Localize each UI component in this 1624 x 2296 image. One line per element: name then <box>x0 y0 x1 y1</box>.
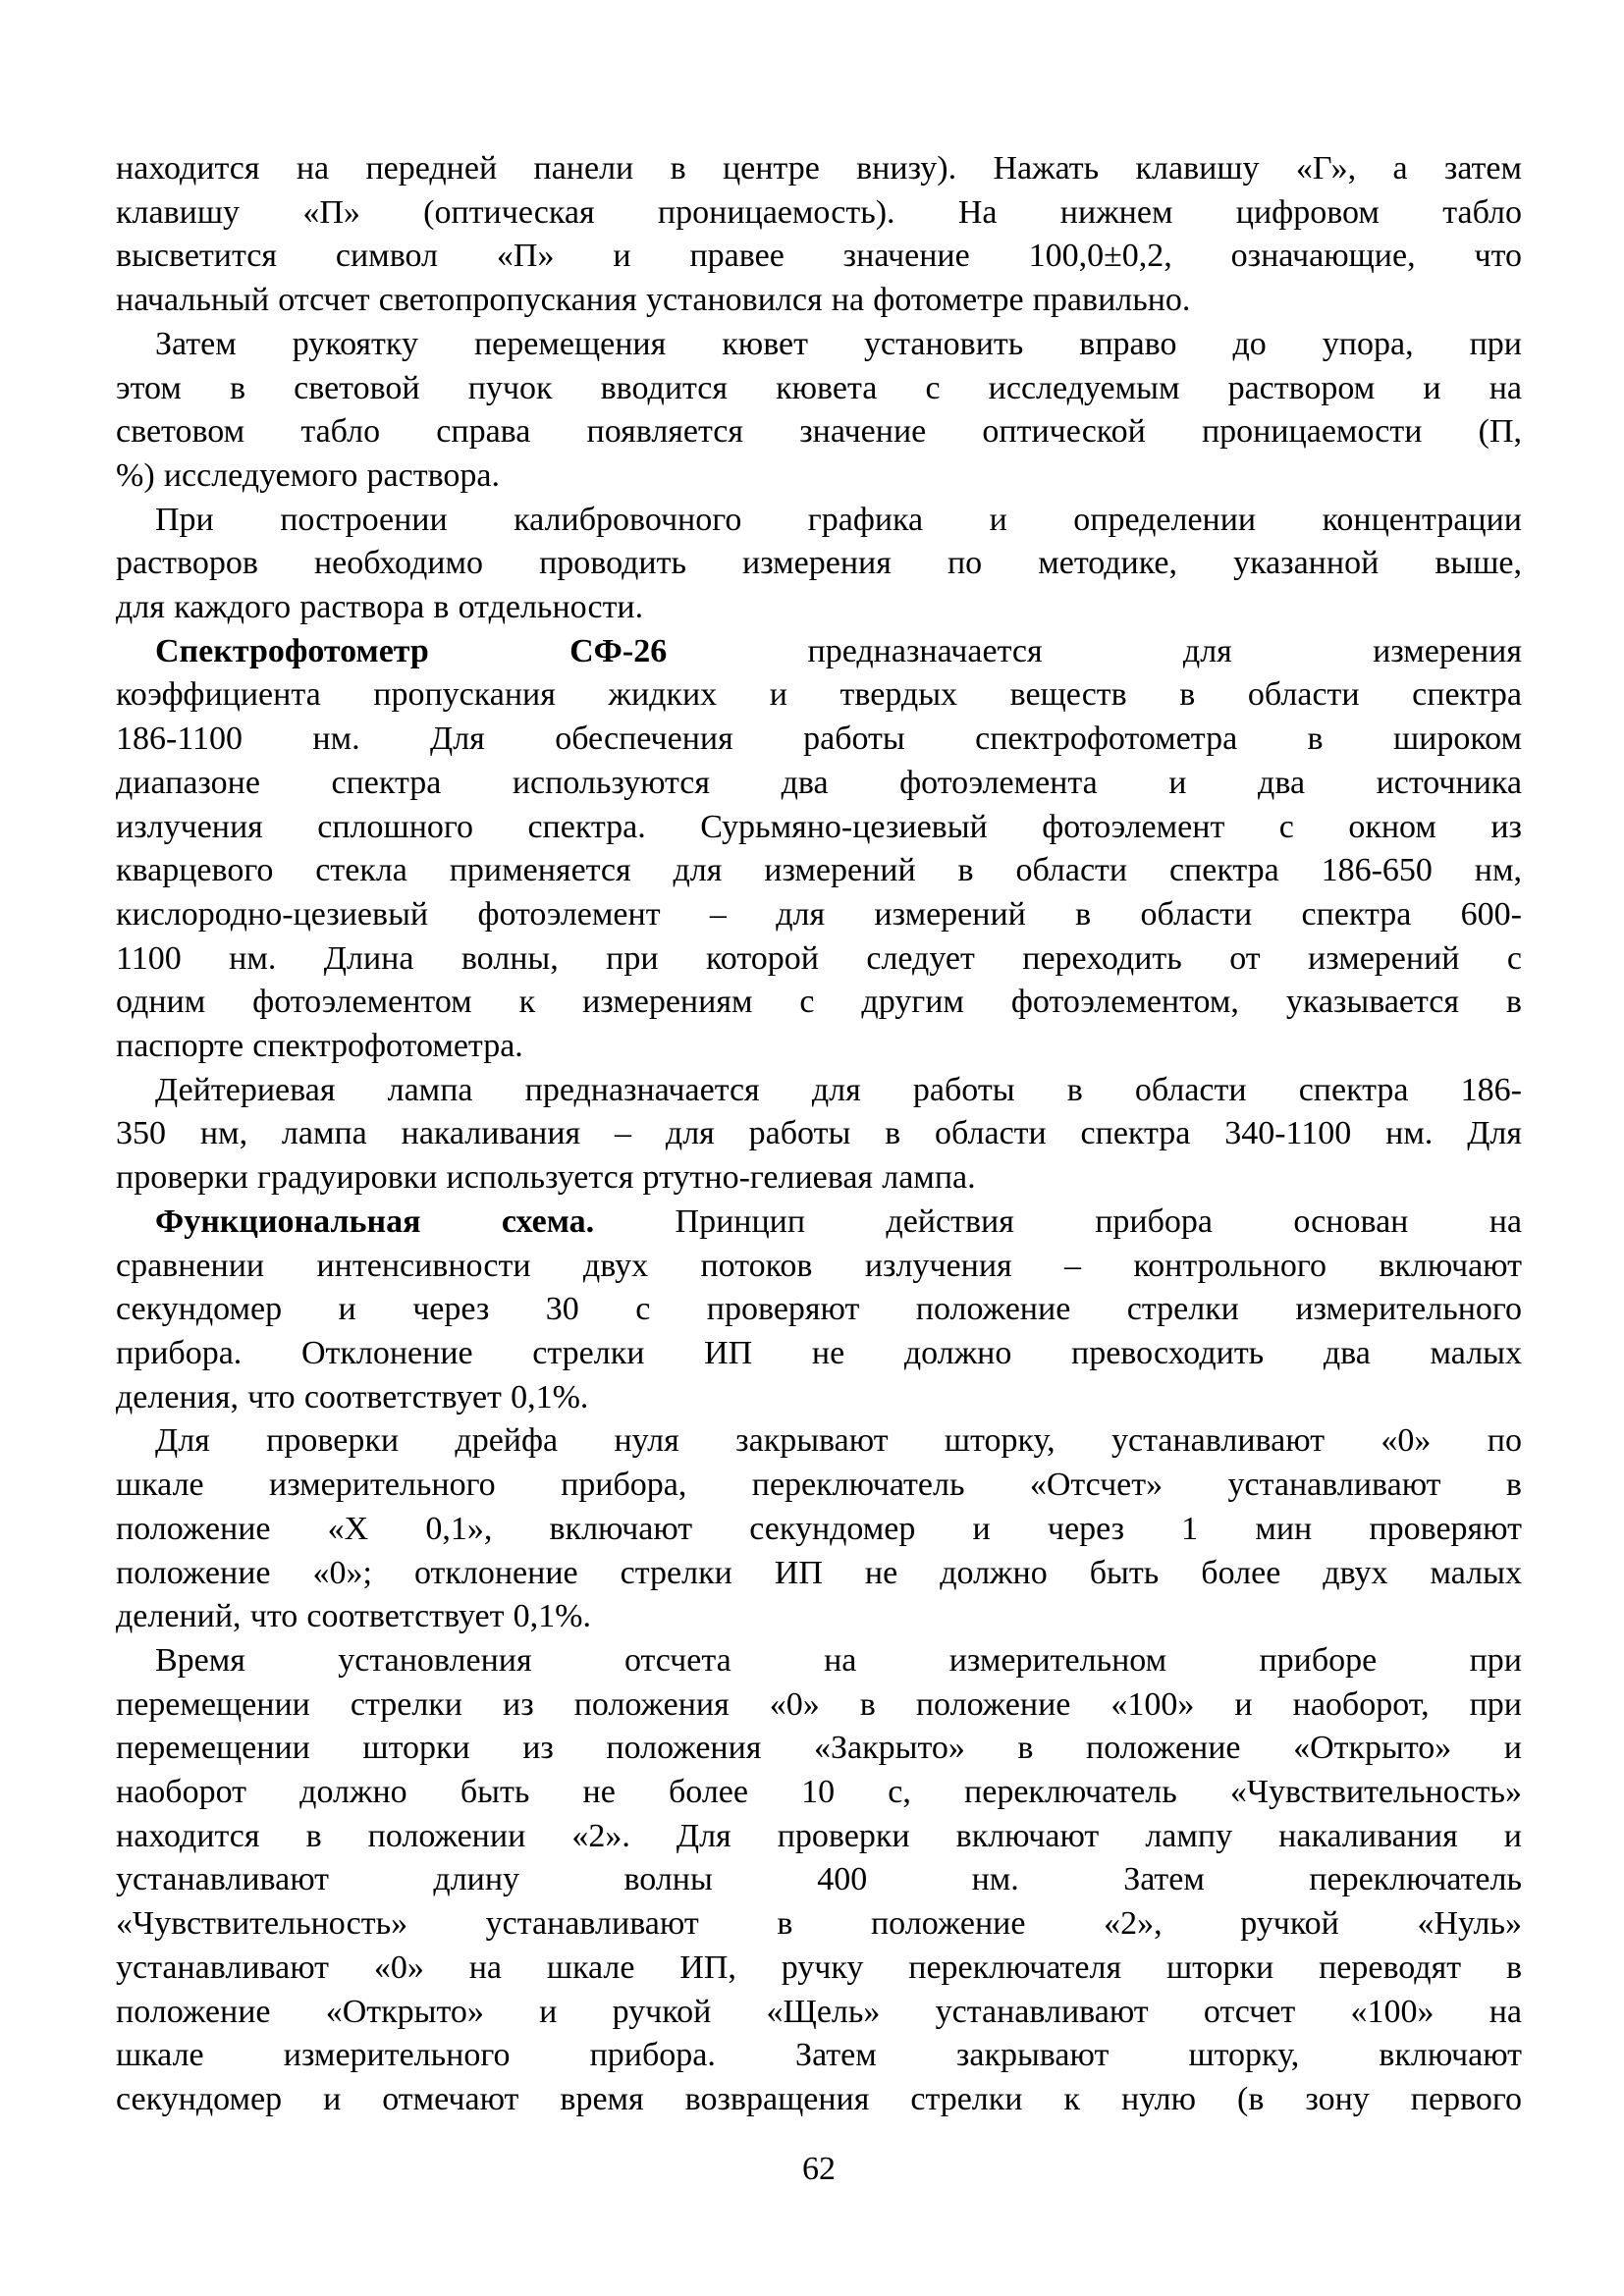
text-line: деления, что соответствует 0,1%. <box>116 1378 589 1415</box>
paragraph <box>116 147 1522 323</box>
text-line: растворов необходимо проводить измерения по методике, указанной выше, <box>116 545 1522 582</box>
text-line <box>116 1201 1522 1245</box>
text-line: находится в положении «2». Для проверки включают лампу накаливания и <box>116 1817 1522 1854</box>
text-line: этом в световой пучок вводится кювета с исследуемым раствором и на <box>116 369 1522 406</box>
text-line: прибора. Отклонение стрелки ИП не должно превосходить два малых <box>116 1334 1522 1371</box>
paragraph <box>116 499 1522 630</box>
text-line: диапазоне спектра используются два фотоэлемента и два источника <box>116 764 1522 801</box>
text-line: устанавливают длину волны 400 нм. Затем переключатель <box>116 1861 1522 1898</box>
document-text <box>116 147 1522 2122</box>
text-line: шкале измерительного прибора. Затем закрывают шторку, включают <box>116 2037 1522 2074</box>
text-line: наоборот должно быть не более 10 с, переключатель «Чувствительность» <box>116 1774 1522 1811</box>
text-line: паспорте спектрофотометра. <box>116 1028 523 1065</box>
text-line: перемещении стрелки из положения «0» в положение «100» и наоборот, при <box>116 1685 1522 1723</box>
page-number: 62 <box>802 2150 836 2187</box>
text-line: При построении калибровочного графика и определении концентрации <box>155 501 1522 538</box>
text-line: световом табло справа появляется значение оптической проницаемости (П, <box>116 413 1522 451</box>
text-segment: Принцип действия прибора основан на <box>594 1202 1523 1240</box>
text-line: 1100 нм. Длина волны, при которой следует переходить от измерений с <box>116 939 1522 977</box>
text-line: устанавливают «0» на шкале ИП, ручку переключателя шторки переводят в <box>116 1949 1522 1986</box>
text-line: сравнении интенсивности двух потоков излучения – контрольного включают <box>116 1247 1522 1284</box>
text-line: Время установления отсчета на измерительном приборе при <box>155 1641 1522 1679</box>
text-line: %) исследуемого раствора. <box>116 456 500 494</box>
text-line: «Чувствительность» устанавливают в положение «2», ручкой «Нуль» <box>116 1905 1522 1943</box>
text-segment: предназначается для измерения <box>667 632 1522 669</box>
text-line: для каждого раствора в отдельности. <box>116 589 644 626</box>
paragraph <box>116 1639 1522 2122</box>
text-line: Дейтериевая лампа предназначается для работы в области спектра 186- <box>155 1071 1522 1108</box>
text-line: кислородно-цезиевый фотоэлемент – для измерений в области спектра 600- <box>116 895 1522 933</box>
text-line: положение «Открыто» и ручкой «Щель» устанавливают отсчет «100» на <box>116 1993 1522 2030</box>
paragraph <box>116 1419 1522 1639</box>
text-line: делений, что соответствует 0,1%. <box>116 1598 591 1635</box>
text-line: кварцевого стекла применяется для измерений в области спектра 186-650 нм, <box>116 852 1522 889</box>
paragraph <box>116 1201 1522 1420</box>
text-line: 186-1100 нм. Для обеспечения работы спектрофотометра в широком <box>116 721 1522 758</box>
text-line: коэффициента пропускания жидких и твердых веществ в области спектра <box>116 676 1522 714</box>
text-line <box>116 630 1522 674</box>
paragraph <box>116 630 1522 1069</box>
text-line: Затем рукоятку перемещения кювет установить вправо до упора, при <box>155 325 1522 362</box>
text-line: излучения сплошного спектра. Сурьмяно-цезиевый фотоэлемент с окном из <box>116 808 1522 845</box>
text-line: 350 нм, лампа накаливания – для работы в области спектра 340-1100 нм. Для <box>116 1115 1522 1152</box>
text-line: одним фотоэлементом к измерениям с другим фотоэлементом, указывается в <box>116 984 1522 1021</box>
bold-text-segment: Функциональная схема. <box>155 1202 595 1240</box>
bold-text-segment: Спектрофотометр СФ-26 <box>155 632 668 669</box>
text-line: секундомер и отмечают время возвращения стрелки к нулю (в зону первого <box>116 2080 1522 2117</box>
text-line: шкале измерительного прибора, переключатель «Отсчет» устанавливают в <box>116 1467 1522 1504</box>
text-line: находится на передней панели в центре внизу). Нажать клавишу «Г», а затем <box>116 150 1522 187</box>
text-line: высветится символ «П» и правее значение 100,0±0,2, означающие, что <box>116 238 1522 275</box>
text-line: положение «0»; отклонение стрелки ИП не должно быть более двух малых <box>116 1554 1522 1591</box>
text-line: клавишу «П» (оптическая проницаемость). На нижнем цифровом табло <box>116 193 1522 231</box>
text-line: Для проверки дрейфа нуля закрывают шторку, устанавливают «0» по <box>155 1422 1522 1460</box>
text-line: проверки градуировки используется ртутно-гелиевая лампа. <box>116 1159 976 1197</box>
text-line: начальный отсчет светопропускания установился на фотометре правильно. <box>116 282 1191 319</box>
paragraph <box>116 323 1522 499</box>
text-line: перемещении шторки из положения «Закрыто» в положение «Открыто» и <box>116 1730 1522 1767</box>
text-line: секундомер и через 30 с проверяют положение стрелки измерительного <box>116 1291 1522 1328</box>
text-line: положение «Х 0,1», включают секундомер и через 1 мин проверяют <box>116 1510 1522 1547</box>
paragraph <box>116 1069 1522 1201</box>
